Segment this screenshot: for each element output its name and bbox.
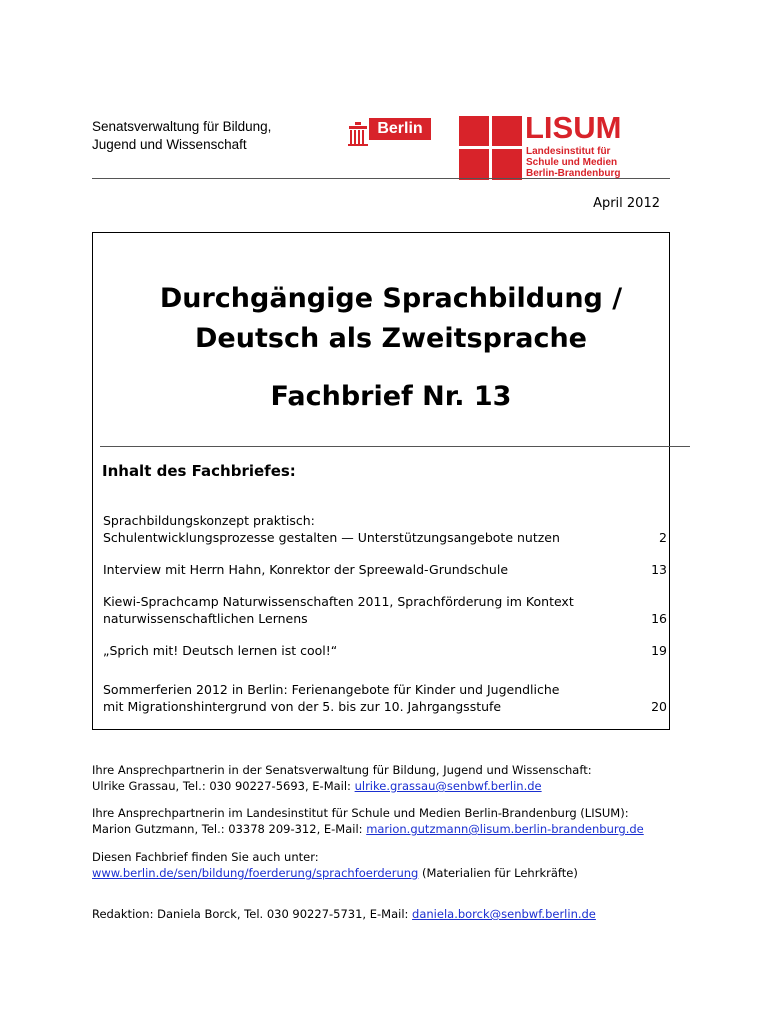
toc-item-page: 2: [659, 530, 667, 545]
web-reference-link[interactable]: www.berlin.de/sen/bildung/foerderung/sprachfoerderung: [92, 866, 419, 880]
toc-item-text: mit Migrationshintergrund von der 5. bis zur 10. Jahrgangsstufe: [103, 699, 502, 714]
document-title-line1: Durchgängige Sprachbildung /: [159, 283, 623, 314]
toc-item-text: „Sprich mit! Deutsch lernen ist cool!“: [103, 643, 338, 658]
contact-senat: [92, 762, 592, 794]
lisum-wordmark: LISUM: [525, 110, 622, 145]
toc-item-page: 20: [651, 699, 667, 714]
contact-lisum-email-link[interactable]: marion.gutzmann@lisum.berlin-brandenburg.de: [366, 822, 644, 836]
contact-senat-person: [92, 778, 592, 794]
toc-item-1: [103, 512, 560, 546]
toc-item-page: 16: [651, 611, 667, 626]
title-divider: [100, 446, 690, 447]
editorial-details: Redaktion: Daniela Borck, Tel. 030 90227-5731, E-Mail:: [92, 907, 413, 921]
contact-senat-details: Ulrike Grassau, Tel.: 030 90227-5693, E-Mail:: [92, 779, 355, 793]
toc-item-4: [103, 642, 337, 659]
toc-item-5: [103, 681, 559, 715]
toc-heading: Inhalt des Fachbriefes:: [102, 462, 296, 480]
toc-item-text: naturwissenschaftlichen Lernens: [103, 611, 308, 626]
contact-senat-intro: Ihre Ansprechpartnerin in der Senatsverwaltung für Bildung, Jugend und Wissenschaft:: [92, 763, 592, 777]
toc-item-text: Schulentwicklungsprozesse gestalten — Unterstützungsangebote nutzen: [103, 530, 560, 545]
contact-lisum: [92, 805, 644, 837]
editorial-email-link[interactable]: daniela.borck@senbwf.berlin.de: [412, 907, 596, 921]
toc-item-text: Sprachbildungskonzept praktisch:: [103, 513, 315, 528]
lisum-subtitle-line3: Berlin-Brandenburg: [526, 168, 621, 179]
toc-item-page: 19: [651, 643, 667, 658]
toc-item-2: [103, 561, 508, 578]
web-reference: [92, 849, 578, 881]
toc-item-text: Kiewi-Sprachcamp Naturwissenschaften 2011, Sprachförderung im Kontext: [103, 594, 574, 609]
lisum-squares-icon: [459, 116, 523, 180]
ministry-name: [92, 118, 271, 154]
header-divider: [92, 178, 670, 179]
lisum-logo: [459, 110, 635, 180]
contact-lisum-person: [92, 821, 644, 837]
berlin-logo: [347, 118, 431, 148]
toc-item-page: 13: [651, 562, 667, 577]
berlin-logo-text: Berlin: [369, 118, 431, 140]
web-reference-line: [92, 865, 578, 881]
lisum-subtitle: [526, 146, 620, 179]
ministry-name-line2: Jugend und Wissenschaft: [92, 137, 247, 152]
document-subtitle: Fachbrief Nr. 13: [270, 381, 512, 412]
web-reference-intro: Diesen Fachbrief finden Sie auch unter:: [92, 850, 319, 864]
lisum-subtitle-line2: Schule und Medien: [526, 157, 618, 168]
contact-lisum-intro: Ihre Ansprechpartnerin im Landesinstitut für Schule und Medien Berlin-Brandenburg (LISUM):: [92, 806, 629, 820]
brandenburg-gate-icon: [347, 118, 369, 148]
ministry-name-line1: Senatsverwaltung für Bildung,: [92, 119, 272, 134]
lisum-subtitle-line1: Landesinstitut für: [526, 146, 611, 157]
contact-lisum-details: Marion Gutzmann, Tel.: 03378 209-312, E-Mail:: [92, 822, 367, 836]
contact-senat-email-link[interactable]: ulrike.grassau@senbwf.berlin.de: [354, 779, 542, 793]
web-reference-note: (Materialien für Lehrkräfte): [418, 866, 578, 880]
publication-date: April 2012: [593, 196, 660, 211]
toc-item-text: Interview mit Herrn Hahn, Konrektor der Spreewald-Grundschule: [103, 562, 509, 577]
document-title-line2: Deutsch als Zweitsprache: [195, 323, 587, 354]
editorial-contact: [92, 906, 596, 922]
toc-item-3: [103, 593, 574, 627]
toc-item-text: Sommerferien 2012 in Berlin: Ferienangebote für Kinder und Jugendliche: [103, 682, 560, 697]
